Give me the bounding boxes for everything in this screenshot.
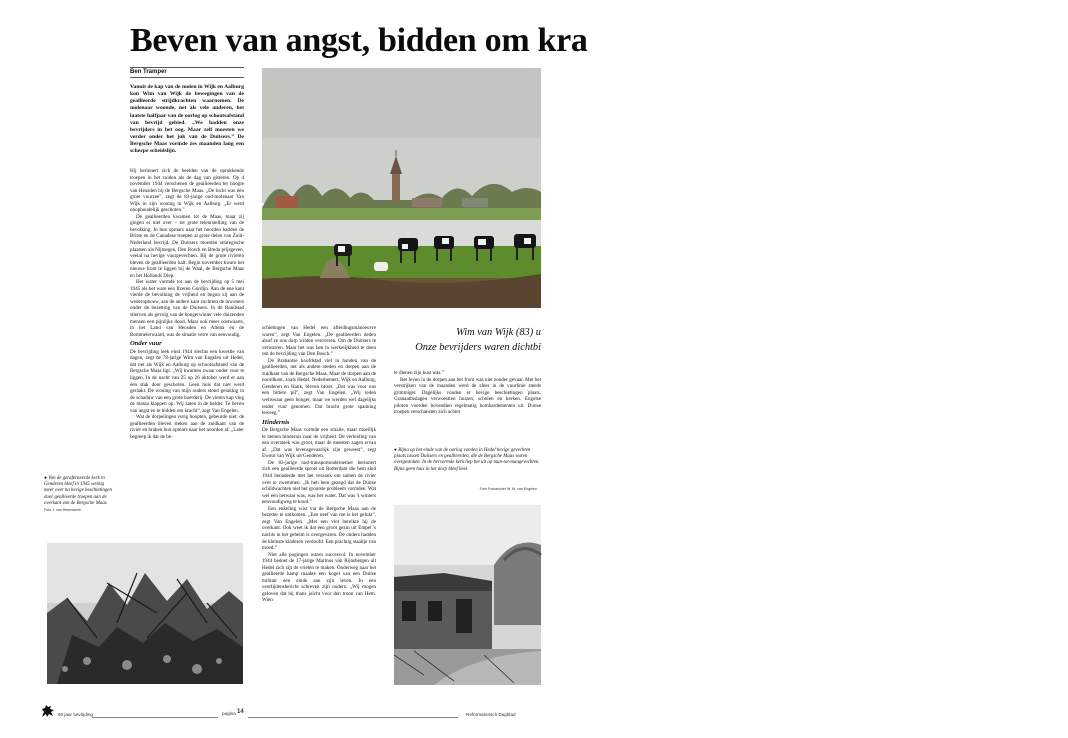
caption-text: Van de geraferneerde kerk in Genderen bleef in 1945 weinig meer over na hevige beschietingen door geallieerde troepen aan de overkant van de Bergsche Maas.	[44, 476, 112, 506]
paragraph: De Bergsche Maas vormde een smalle, maar moeilijk te nemen hindernis naar de vrijheid. De verleiding van een oversteek was groot, maar de meesten zagen ervan af. „Dat was levensgevaarlijk zijn geweest”, zegt Ewout van Wijk uit Genderen.	[262, 427, 376, 460]
ruined-church-photo	[47, 543, 243, 684]
paragraph: te dienen zijn kust was.”	[394, 370, 444, 376]
page-number: 14	[237, 709, 244, 715]
divider	[92, 717, 218, 718]
bullet-icon: ●	[44, 476, 47, 481]
ruined-house-photo	[394, 505, 541, 685]
paragraph: Een enkeling wist via de Bergsche Maas aan de bezetter te ontkomen. „Een neef van me is het gelukt”, zegt Van Engelen. „Met een vlot bereikte hij de overkant. Ook weet ik dat een groot gezin uit Empel 's nachts in het geheim is overgevaren. De ouders hadden de kleinste kinderen verdoofd. Een prachtig staaltje van moed.”	[262, 505, 376, 552]
photo-caption	[44, 476, 114, 514]
headline: Beven van angst, bidden om kra	[130, 22, 588, 59]
footer-left: 60 jaar bevrijding	[58, 712, 93, 717]
photo-credit: Foto Fotoarchief W. M. van Engelen	[479, 487, 537, 491]
bullet-icon: ●	[394, 448, 397, 453]
caption-text: Bijna op het einde van de oorlog vonden in Hedel hevige gevechten plaats tussen Duitsers en geallieerden, die de Bergsche Maas waren overgestoken. In de hervormde kerk liep het uit op mun-tot-mangevechten. Bijna geen huis in het dorp bleef heel.	[394, 448, 540, 472]
pull-quote-line: Onze bevrijders waren dichtbi	[415, 342, 541, 353]
pull-quote	[394, 325, 541, 355]
subheading: Onder vuur	[130, 340, 162, 348]
paragraph: Niet alle pogingen waren succesvol. In november 1944 bedoet de 17-jarige Marinus van Rijnsbergen uit Hedel zich zijt de vrieten te maken. Onderweg naar het geallieerde kamp maakte een kogel van een Duitse militair een einde aan zijn leven. In een overlijdensbericht schreven zijn ouders: „Wij mogen geloven dat hij thans juicht voor den troon van Hem. Wien	[262, 551, 376, 604]
pull-quote-line: Wim van Wijk (83) u	[456, 327, 541, 338]
paragraph: De Brabantse hoofdstad viel in handen van de geallieerden, net als andere steden en dorpen aan de zuidkant van de Bergsche Maas. Maar de dorpen aan de noordkant, zoals Hedel, Nederhemert, Wijk en Aalburg, Genderen en Hank, bleven bezet. „Dat was voor ons een bittere pil”, zegt Van Engelen. „Wij leden weliswaar geen honger, maar we werden wel dagelijks onder vuur genomen. Dat bracht grote spanning teweeg.”	[262, 357, 376, 417]
article-column-2	[262, 325, 376, 687]
paragraph: De bevrijding leek eind 1944 slechts een kwestie van dagen, zegt de 78-jarige Wim van Engelen uit Hedel, dat net als Wijk en Aalburg op schootsafstand van de Bergsche Maas ligt. „Wij kwamen zwaar onder vuur te liggen. In de nacht van 25 op 26 oktober werd er aan één stuk door geschoten. Geen huis dat niet werd geraakt. De woning van mijn ouders stond gelukkig in de schaduw van een grote boerderij. De vieren kap vlog de massa klappen op. Wij zaten in de kelder. Te beven van angst en te bidden om kracht”, zegt Van Engelen.	[130, 348, 244, 414]
lead-paragraph: Vanuit de kap van de molen in Wijk en Aalburg kon Wim van Wijk de bewegingen van de geallieerde strijdkrachten waarnemen. De molenaar woonde, net als vele anderen, het laatste halfjaar van de oorlog op schootsafstand van bevrijd gebied. „We hadden onze bevrijders in het oog. Maar zelf moesten we verder onder het juk van de Duitsers.” De Bergsche Maas vormde zes maanden lang een scherpe scheidslijn.	[130, 84, 244, 155]
page-label: pagina	[222, 711, 236, 716]
paragraph: De geallieerden kwamen tot de Maas, maar zij gingen er niet over – tot grote teleurstelling van de bevolking. In hun opmars naar het noorden hadden de Britse en de Canadese troepen al grote delen van Zuid-Nederland bevrijd. De Duitsers moesten strategische plaatsen als Nijmegen, Den Bosch en Breda prijsgeven, veelal na hevige vuurgevechten. Bij de grote rivieren bleven de geallieerden halt. Begin november kwam het nieuwe front te liggen bij de Waal, de Bergsche Maas en het Hollands Diep.	[130, 213, 244, 279]
divider	[130, 77, 244, 78]
photo-caption	[394, 448, 541, 473]
subheading: Hindernis	[262, 418, 290, 426]
paragraph: Het water vormde tot aan de bevrijding op 5 mei 1945 als het ware een Ilzeren Gordijn. Aan de ene kant vierde de bevolking de vrijheid en begon zij aan de wederopbouw, aan de andere kant zuchtten de inwoners onder de bezetting van de Duitsers. In de Randstad stierven als gevolg van de hongerwinter vele duizenden mensen een pijnlijke dood. Maar ook meer oostwaarts, in het Land van Heusden en Altena en de Bommelerwaard, was de situatie verre van eenvoudig.	[130, 279, 244, 338]
paragraph: Hij herinnert zich de beelden van de oprukkende troepen in het zuiden als de dag van gisteren. Op 4 november 1944 verschenen de geallieerden ter hoogte van Heusden bij de Bergsche Maas. „De lucht was één grote vuurzee”, zegt de 83-jarige oud-molenaar Van Wijk in zijn woning in Wijk en Aalburg. „Er werd onophoudelijk geschoten.”	[130, 168, 244, 214]
landscape-cows-photo	[262, 68, 541, 308]
paragraph: schietingen van Hedel een afleidingsmanoeuvre waren”, zegt Van Engelen. „De geallieerden deden alsof ze ons dorp wilden veroveren. Om de Duitsers te verwarren. Maar het was hen in werkelijkheid te doen om de bevrijding van Den Bosch.”	[262, 325, 376, 358]
article-column-1	[130, 168, 244, 534]
photo-credit: Foto J. van Heemskerk	[44, 508, 81, 513]
lion-icon	[40, 703, 56, 719]
paragraph: Wat de dorpelingen vurig hoopten, gebeurde niet: de geallieerden bleven steken aan de zuidkant van de rivier en braken hun opmars naar het noorden af. „Later begreep ik dat de be-	[130, 414, 244, 440]
footer-right: Reformatorisch Dagblad	[466, 712, 516, 717]
divider	[248, 717, 458, 718]
paragraph: Het leven in de dorpen aan het front was niet zonder gevaar. Met het verstrijken van de maanden werd de sfeer in de vuurlinie steeds grimmiger. Dagelijks vonden er hevige beschietingen plaats. Granaatinslagen verwoestten huizen, scholen en kerken. Engelse piloten voerden bovendien regelmatig bombardementen uit. Duitse troepen verschansten zich achter	[394, 376, 541, 416]
byline: Ben Tramper	[130, 69, 167, 75]
paragraph: De 83-jarige oud-transportondernemer herinnert zich een geallieerde sproei uit Rotterdam die hem sind 1944 benaderde met het verzoek om samen de rivier over te zwemmen. „Ik heb hem gezegd dat de Duitse schildwachten niet het grootste probleem vormden. Wat wel een betwaar was, was het water. Dat was 's winters eenvoudigweg te koud.”	[262, 459, 376, 506]
divider	[130, 67, 244, 68]
article-column-3	[394, 370, 541, 442]
